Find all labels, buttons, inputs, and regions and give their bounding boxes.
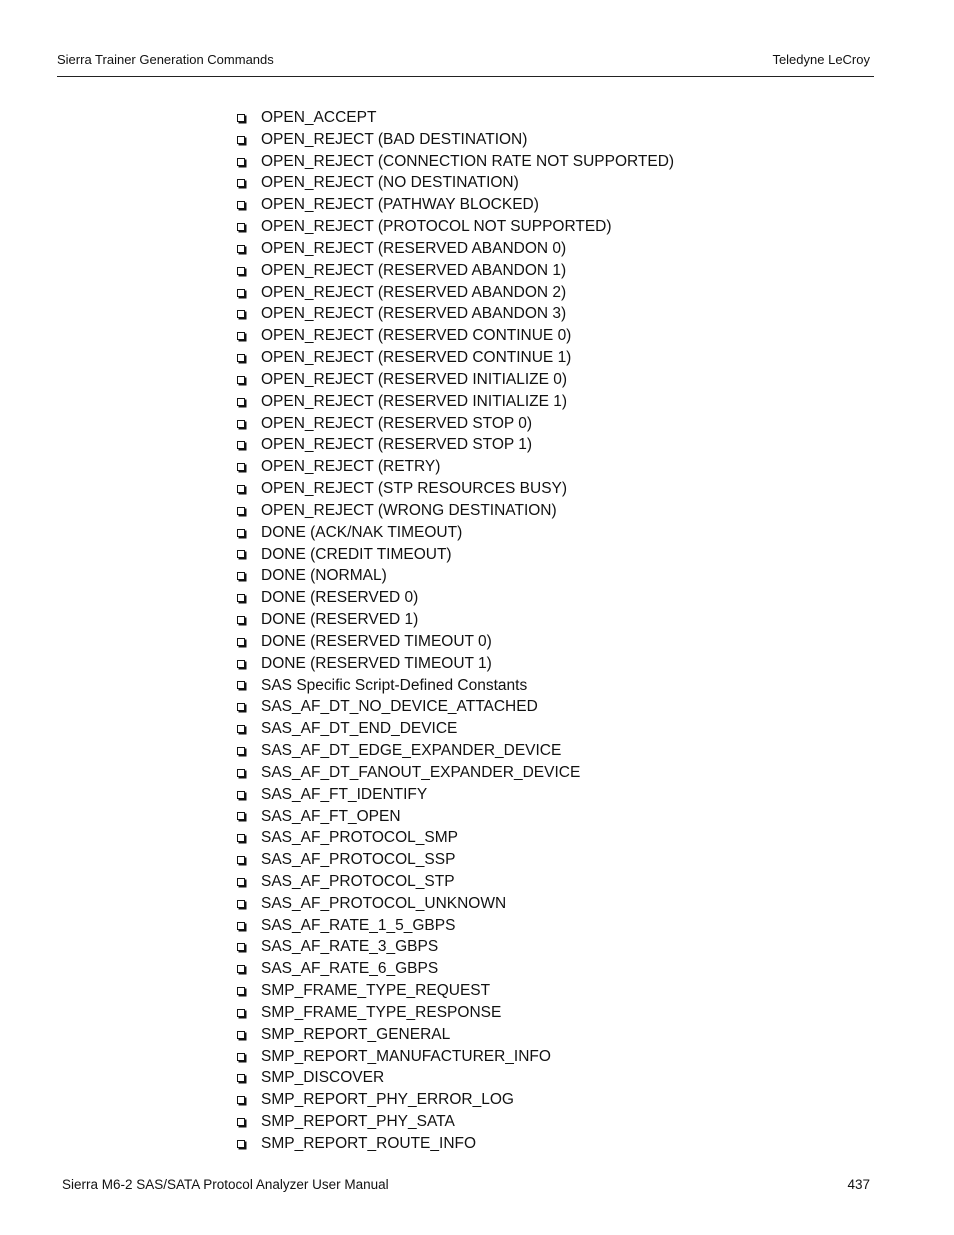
square-bullet-icon (237, 1140, 245, 1148)
list-item (236, 107, 674, 129)
list-item-label: DONE (ACK/NAK TIMEOUT) (261, 523, 463, 541)
list-item-label: DONE (RESERVED 1) (261, 611, 419, 629)
list-item-label: DONE (RESERVED 0) (261, 589, 419, 607)
square-bullet-icon (237, 376, 245, 384)
list-item-label: OPEN_REJECT (RESERVED ABANDON 2) (261, 283, 567, 301)
list-item-label: SAS_AF_RATE_6_GBPS (261, 960, 439, 978)
list-item-label: OPEN_REJECT (RESERVED INITIALIZE 1) (261, 392, 568, 410)
list-item-label: SMP_REPORT_MANUFACTURER_INFO (261, 1047, 551, 1065)
square-bullet-icon (237, 812, 245, 820)
list-item (236, 391, 674, 413)
list-item (236, 325, 674, 347)
square-bullet-icon (237, 900, 245, 908)
list-item (236, 194, 674, 216)
list-item-label: OPEN_REJECT (RESERVED ABANDON 1) (261, 261, 567, 279)
list-item-label: SAS_AF_RATE_1_5_GBPS (261, 916, 456, 934)
square-bullet-icon (237, 354, 245, 362)
list-item (236, 980, 674, 1002)
square-bullet-icon (237, 965, 245, 973)
list-item-label: OPEN_REJECT (STP RESOURCES BUSY) (261, 480, 568, 498)
list-item (236, 1002, 674, 1024)
list-item-label: OPEN_REJECT (WRONG DESTINATION) (261, 501, 557, 519)
square-bullet-icon (237, 594, 245, 602)
list-item (236, 827, 674, 849)
list-item (236, 718, 674, 740)
square-bullet-icon (237, 310, 245, 318)
list-item-label: OPEN_REJECT (PATHWAY BLOCKED) (261, 196, 539, 214)
list-item-label: SAS_AF_PROTOCOL_STP (261, 872, 455, 890)
list-item (236, 522, 674, 544)
square-bullet-icon (237, 1118, 245, 1126)
square-bullet-icon (237, 485, 245, 493)
list-item-label: SAS Specific Script-Defined Constants (261, 676, 528, 694)
list-item-label: SAS_AF_FT_OPEN (261, 807, 401, 825)
list-item (236, 958, 674, 980)
list-item (236, 478, 674, 500)
list-item-label: OPEN_REJECT (PROTOCOL NOT SUPPORTED) (261, 218, 612, 236)
square-bullet-icon (237, 529, 245, 537)
square-bullet-icon (237, 638, 245, 646)
header-section-title: Sierra Trainer Generation Commands (57, 52, 274, 67)
square-bullet-icon (237, 681, 245, 689)
list-item (236, 172, 674, 194)
footer-page-number: 437 (847, 1177, 870, 1192)
square-bullet-icon (237, 201, 245, 209)
list-item (236, 456, 674, 478)
header-company-name: Teledyne LeCroy (772, 52, 870, 67)
list-item (236, 303, 674, 325)
list-item-label: OPEN_REJECT (RESERVED CONTINUE 0) (261, 327, 572, 345)
square-bullet-icon (237, 332, 245, 340)
square-bullet-icon (237, 223, 245, 231)
list-item-label: OPEN_REJECT (RESERVED ABANDON 3) (261, 305, 567, 323)
square-bullet-icon (237, 507, 245, 515)
list-item-label: SAS_AF_DT_EDGE_EXPANDER_DEVICE (261, 742, 562, 760)
square-bullet-icon (237, 463, 245, 471)
list-item-label: OPEN_REJECT (CONNECTION RATE NOT SUPPORTED) (261, 152, 675, 170)
list-item (236, 893, 674, 915)
list-item (236, 936, 674, 958)
square-bullet-icon (237, 703, 245, 711)
list-item-label: SAS_AF_PROTOCOL_SSP (261, 851, 456, 869)
constants-list (236, 107, 674, 1155)
square-bullet-icon (237, 747, 245, 755)
square-bullet-icon (237, 922, 245, 930)
list-item-label: SAS_AF_PROTOCOL_UNKNOWN (261, 894, 507, 912)
list-item (236, 282, 674, 304)
list-item-label: OPEN_REJECT (RESERVED CONTINUE 1) (261, 349, 572, 367)
square-bullet-icon (237, 550, 245, 558)
square-bullet-icon (237, 441, 245, 449)
footer-manual-title: Sierra M6-2 SAS/SATA Protocol Analyzer User Manual (62, 1177, 389, 1192)
list-item (236, 762, 674, 784)
square-bullet-icon (237, 267, 245, 275)
square-bullet-icon (237, 791, 245, 799)
list-item (236, 871, 674, 893)
list-item (236, 806, 674, 828)
list-item-label: OPEN_REJECT (NO DESTINATION) (261, 174, 519, 192)
square-bullet-icon (237, 136, 245, 144)
list-item-label: OPEN_ACCEPT (261, 109, 377, 126)
list-item-label: SAS_AF_DT_NO_DEVICE_ATTACHED (261, 698, 538, 716)
list-item (236, 544, 674, 566)
list-item-label: SMP_REPORT_PHY_SATA (261, 1113, 455, 1131)
list-item (236, 609, 674, 631)
list-item-label: SAS_AF_RATE_3_GBPS (261, 938, 439, 956)
list-item (236, 696, 674, 718)
list-item (236, 151, 674, 173)
square-bullet-icon (237, 572, 245, 580)
square-bullet-icon (237, 1031, 245, 1039)
square-bullet-icon (237, 398, 245, 406)
square-bullet-icon (237, 769, 245, 777)
list-item-label: SMP_FRAME_TYPE_RESPONSE (261, 1003, 502, 1021)
list-item-label: SMP_REPORT_ROUTE_INFO (261, 1134, 477, 1152)
square-bullet-icon (237, 1074, 245, 1082)
list-item (236, 1024, 674, 1046)
list-item (236, 129, 674, 151)
list-item-label: SAS_AF_DT_END_DEVICE (261, 720, 458, 738)
list-item-label: SAS_AF_PROTOCOL_SMP (261, 829, 458, 847)
list-item-label: OPEN_REJECT (RESERVED STOP 1) (261, 436, 533, 454)
list-item (236, 413, 674, 435)
list-item (236, 1111, 674, 1133)
square-bullet-icon (237, 725, 245, 733)
list-item (236, 675, 674, 697)
list-item (236, 1046, 674, 1068)
square-bullet-icon (237, 158, 245, 166)
list-item-label: OPEN_REJECT (RESERVED INITIALIZE 0) (261, 370, 568, 388)
list-item-label: SAS_AF_DT_FANOUT_EXPANDER_DEVICE (261, 763, 581, 781)
list-item-label: DONE (RESERVED TIMEOUT 0) (261, 632, 492, 650)
square-bullet-icon (237, 660, 245, 668)
list-item (236, 238, 674, 260)
list-item (236, 849, 674, 871)
square-bullet-icon (237, 878, 245, 886)
list-item-label: OPEN_REJECT (RESERVED ABANDON 0) (261, 239, 567, 257)
list-item (236, 1067, 674, 1089)
list-item (236, 500, 674, 522)
list-item (236, 631, 674, 653)
list-item (236, 347, 674, 369)
page-header (57, 52, 874, 77)
list-item (236, 1089, 674, 1111)
square-bullet-icon (237, 289, 245, 297)
list-item-label: DONE (CREDIT TIMEOUT) (261, 545, 452, 563)
square-bullet-icon (237, 245, 245, 253)
list-item-label: DONE (NORMAL) (261, 567, 387, 585)
list-item (236, 260, 674, 282)
list-item-label: SMP_REPORT_PHY_ERROR_LOG (261, 1091, 514, 1109)
list-item-label: OPEN_REJECT (BAD DESTINATION) (261, 130, 528, 148)
list-item-label: SMP_FRAME_TYPE_REQUEST (261, 982, 491, 1000)
square-bullet-icon (237, 616, 245, 624)
square-bullet-icon (237, 834, 245, 842)
square-bullet-icon (237, 943, 245, 951)
list-item (236, 434, 674, 456)
list-item (236, 653, 674, 675)
list-item (236, 216, 674, 238)
list-item (236, 915, 674, 937)
list-item-label: SMP_REPORT_GENERAL (261, 1025, 451, 1043)
list-item (236, 587, 674, 609)
list-item (236, 784, 674, 806)
list-item-label: DONE (RESERVED TIMEOUT 1) (261, 654, 492, 672)
square-bullet-icon (237, 987, 245, 995)
square-bullet-icon (237, 114, 245, 122)
list-item-label: OPEN_REJECT (RESERVED STOP 0) (261, 414, 533, 432)
list-item-label: SAS_AF_FT_IDENTIFY (261, 785, 428, 803)
square-bullet-icon (237, 856, 245, 864)
square-bullet-icon (237, 1053, 245, 1061)
square-bullet-icon (237, 1096, 245, 1104)
square-bullet-icon (237, 179, 245, 187)
list-item-label: OPEN_REJECT (RETRY) (261, 458, 441, 476)
square-bullet-icon (237, 420, 245, 428)
list-item-label: SMP_DISCOVER (261, 1069, 385, 1087)
list-item (236, 369, 674, 391)
square-bullet-icon (237, 1009, 245, 1017)
list-item (236, 740, 674, 762)
list-item (236, 565, 674, 587)
list-item (236, 1133, 674, 1155)
